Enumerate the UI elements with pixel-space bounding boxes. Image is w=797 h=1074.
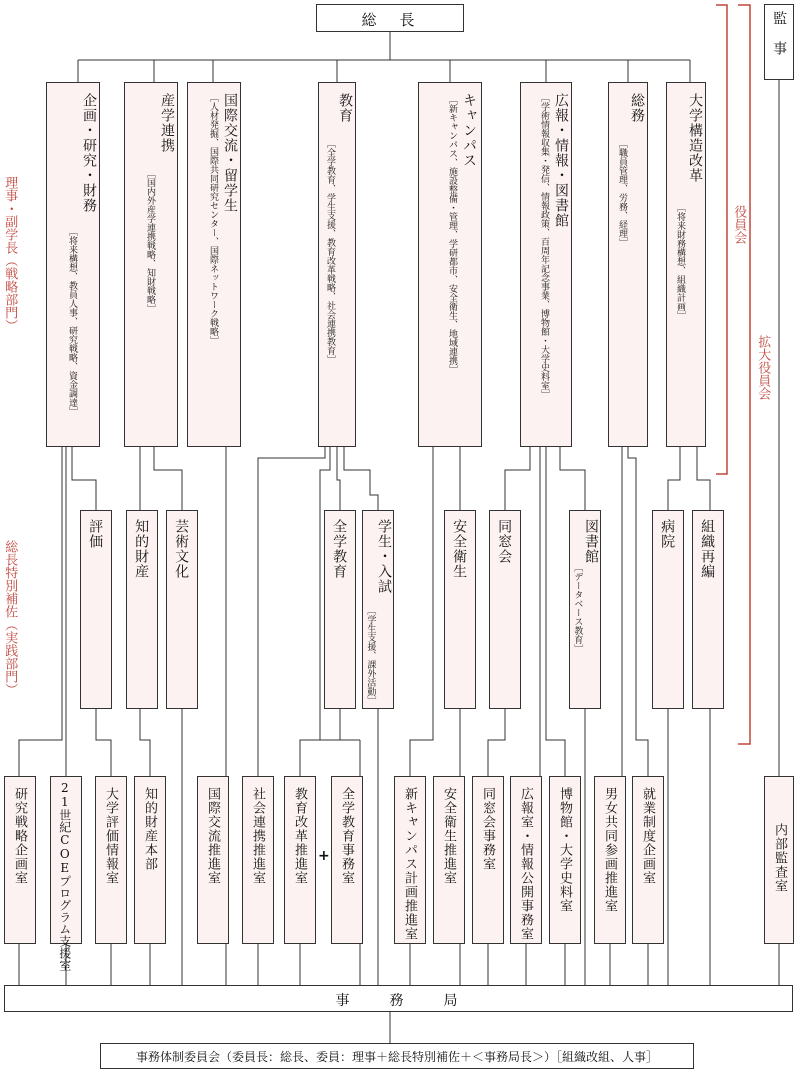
president-box [316,4,464,32]
label-practice-division: 総長特別補佐（実践部門） [2,540,18,696]
director-title: 広報・情報・図書館 [553,93,569,228]
office-alumni [472,776,504,944]
advisor-scope: ［データベース教育］ [572,563,583,653]
director-scope: ［将来財務構想、組織計画］ [675,203,685,320]
director-title: 教育 [337,93,353,123]
label-strategy-division: 理事・副学長（戦略部門） [2,176,18,332]
office-label: 就業制度企画室 [639,787,655,885]
office-label: 博物館・大学史料室 [556,787,572,913]
office-research-strategy [4,776,36,944]
office-label: 研究戦略企画室 [11,787,27,885]
office-museum-archives [549,776,581,944]
office-label: 国際交流推進室 [204,787,220,885]
advisor-title: 全学教育 [331,519,348,579]
committee-box [100,1043,694,1069]
director-scope: ［国内外産学連携戦略、知財戦略］ [145,169,155,313]
director-title: 企画・研究・財務 [81,93,97,213]
director-title: 総務 [629,93,645,123]
office-label: 内部監査室 [771,823,787,893]
office-label: 教育改革推進室 [291,787,307,885]
office-label: 21世紀COEプログラム支援室 [57,781,72,971]
secretariat-label: 事 務 局 [335,993,462,1009]
office-social-collaboration [242,776,274,944]
director-scope: ［新キャンパス、施設整備・管理、学研都市、安全衛生、地域連携］ [447,95,457,374]
director-industry [124,82,178,447]
director-education [318,82,356,447]
advisor-title: 組織再編 [699,519,716,579]
office-label: 全学教育事務室 [338,787,354,885]
advisor-scope: ［学生支援、課外活動］ [365,606,376,705]
advisor-admissions [362,510,394,709]
committee-label: 事務体制委員会（委員長：総長、委員：理事＋総長特別補佐＋＜事務局長＞）［組織改組、人事］ [135,1050,658,1064]
office-ip-headquarters [134,776,166,944]
office-safety-hygiene [433,776,465,944]
director-campus [418,82,482,447]
office-label: 同窓会事務室 [479,787,495,871]
advisor-title: 同窓会 [496,519,513,564]
director-title: 大学構造改革 [687,93,703,183]
director-title: 産学連携 [159,93,175,153]
office-internal-audit [764,776,794,944]
director-title: 国際交流・留学生 [222,93,238,213]
advisor-title: 学生・入試 [376,519,392,594]
advisor-hospital [652,510,684,709]
advisor-safety [444,510,476,709]
office-education-reform [284,776,316,944]
auditor-label: 監 事 [771,11,788,56]
secretariat-box [4,985,793,1012]
advisor-ip [126,510,158,709]
advisor-reorganization [692,510,724,709]
office-pr-disclosure [510,776,542,944]
advisor-library [569,510,601,709]
label-extended-board: 拡大役員会 [755,335,771,400]
director-planning [46,82,100,447]
advisor-title: 芸術文化 [173,519,190,579]
office-general-education [331,776,363,944]
auditor-box [764,4,794,80]
office-evaluation-info [95,776,127,944]
office-label: 新キャンパス計画推進室 [401,787,417,941]
office-label: 知的財産本部 [141,787,157,871]
advisor-title: 知的財産 [133,519,150,579]
director-scope: ［学術情報収集・発信、情報政策、百周年記念事業、博物館・大学史料室］ [539,93,549,399]
advisor-evaluation [80,510,112,709]
office-employment-system [632,776,664,944]
director-scope: ［全学教育、学生支援、教育改革戦略、社会連携教育］ [325,139,335,364]
director-title: キャンパス [461,93,477,168]
director-general-affairs [608,82,648,447]
advisor-title: 評価 [87,519,104,549]
advisor-title: 図書館 [583,519,599,564]
office-label: 安全衛生推進室 [440,787,456,885]
president-label: 総 長 [361,11,419,29]
director-pr [520,82,572,447]
advisor-title: 病院 [659,519,676,549]
office-label: 社会連携推進室 [249,787,265,885]
director-scope: ［人材発掘、国際共同研究センター、国際ネットワーク戦略］ [208,93,218,345]
advisor-alumni [489,510,521,709]
advisor-title: 安全衛生 [451,519,468,579]
director-reform [666,82,706,447]
office-gender-equality [594,776,626,944]
director-international [187,82,241,447]
label-board: 役員会 [731,205,747,244]
director-scope: ［職員管理、労務、経理］ [617,139,627,247]
office-international [197,776,229,944]
office-coe-support [50,776,82,971]
plus-sign: + [318,848,330,864]
office-label: 男女共同参画推進室 [601,787,617,913]
advisor-arts [166,510,198,709]
office-label: 広報室・情報公開事務室 [517,787,533,941]
director-scope: ［将来構想、教員人事、研究戦略、資金調達］ [67,227,77,416]
office-label: 大学評価情報室 [102,787,118,885]
advisor-general-education [324,510,356,709]
office-new-campus [394,776,426,944]
